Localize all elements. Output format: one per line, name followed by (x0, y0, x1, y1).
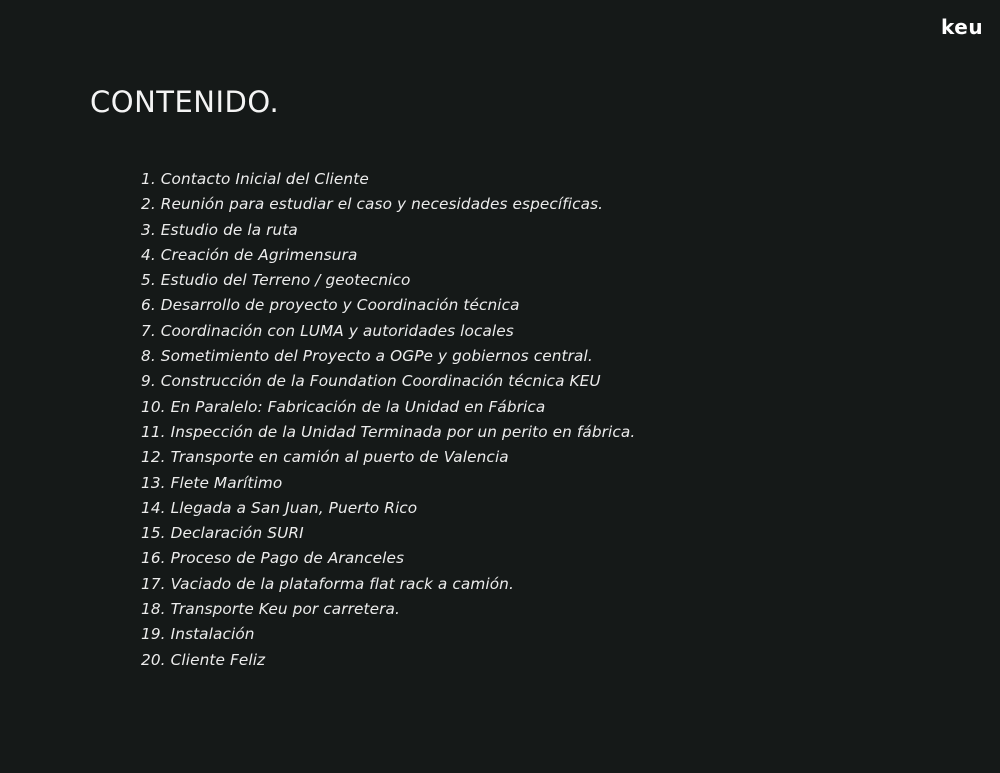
toc-item: 11. Inspección de la Unidad Terminada por un perito en fábrica. (141, 422, 636, 441)
toc-item: 13. Flete Marítimo (141, 473, 283, 492)
toc-item: 9. Construcción de la Foundation Coordinación técnica KEU (141, 372, 601, 391)
toc-item: 6. Desarrollo de proyecto y Coordinación técnica (141, 296, 520, 315)
toc-item: 15. Declaración SURI (141, 524, 304, 543)
toc-item: 2. Reunión para estudiar el caso y necesidades específicas. (141, 195, 604, 214)
toc-item: 18. Transporte Keu por carretera. (141, 600, 400, 619)
toc-item: 17. Vaciado de la plataforma flat rack a camión. (141, 574, 514, 593)
keu-logo: keu (941, 15, 984, 39)
toc-item: 1. Contacto Inicial del Cliente (141, 170, 369, 188)
page-title: CONTENIDO. (90, 85, 280, 119)
toc-item: 19. Instalación (141, 625, 255, 644)
toc-item: 14. Llegada a San Juan, Puerto Rico (141, 498, 418, 517)
toc-item: 4. Creación de Agrimensura (141, 245, 358, 264)
toc-item: 20. Cliente Feliz (141, 650, 266, 669)
table-of-contents (141, 167, 635, 673)
toc-item: 5. Estudio del Terreno / geotecnico (141, 271, 411, 290)
toc-item: 8. Sometimiento del Proyecto a OGPe y gobiernos central. (141, 347, 593, 366)
toc-item: 7. Coordinación con LUMA y autoridades locales (141, 321, 514, 340)
toc-item: 16. Proceso de Pago de Aranceles (141, 549, 405, 568)
toc-item: 12. Transporte en camión al puerto de Valencia (141, 448, 509, 467)
toc-item: 10. En Paralelo: Fabricación de la Unidad en Fábrica (141, 397, 546, 416)
toc-item: 3. Estudio de la ruta (141, 220, 298, 239)
